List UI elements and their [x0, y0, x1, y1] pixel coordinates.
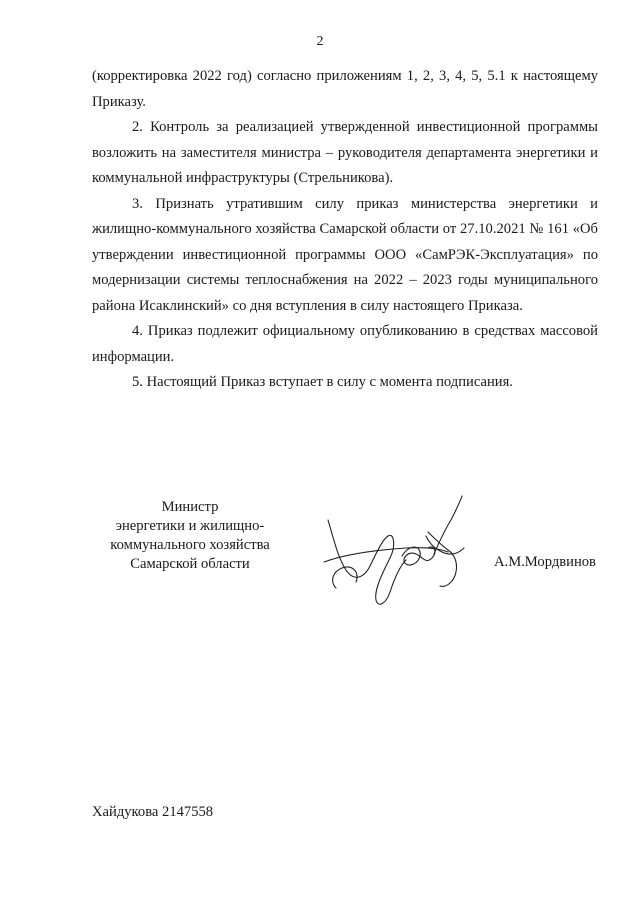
signatory-position	[90, 498, 290, 574]
signatory-position-line: Министр	[161, 499, 219, 515]
paragraph-item-5: 5. Настоящий Приказ вступает в силу с момента подписания.	[132, 374, 513, 390]
page-number: 2	[316, 34, 324, 49]
paragraph-item-4: 4. Приказ подлежит официальному опубликованию в средствах массовой информации.	[92, 323, 598, 365]
signatory-position-line: Самарской области	[130, 556, 250, 572]
document-body	[92, 64, 598, 396]
paragraph-item-2: 2. Контроль за реализацией утвержденной инвестиционной программы возложить на заместителя министра – руководителя департамента энергетики и коммунальной инфраструктуры (Стрельникова).	[92, 119, 598, 186]
paragraph-continuation: (корректировка 2022 год) согласно приложениям 1, 2, 3, 4, 5, 5.1 к настоящему Приказу.	[92, 68, 598, 110]
paragraph-item-3: 3. Признать утратившим силу приказ министерства энергетики и жилищно-коммунального хозяйства Самарской области от 27.10.2021 № 161 «Об утверждении инвестиционной программы ООО «СамРЭК-Эксплуатация» по модернизации системы теплоснабжения на 2022 – 2023 годы муниципального района Исаклинский» со дня вступления в силу настоящего Приказа.	[92, 195, 598, 314]
executor-contact: Хайдукова 2147558	[92, 804, 214, 820]
signatory-position-line: энергетики и жилищно-	[115, 518, 265, 534]
signatory-position-line: коммунального хозяйства	[110, 537, 270, 553]
handwritten-signature	[316, 492, 476, 612]
signer-name: А.М.Мордвинов	[494, 554, 596, 570]
